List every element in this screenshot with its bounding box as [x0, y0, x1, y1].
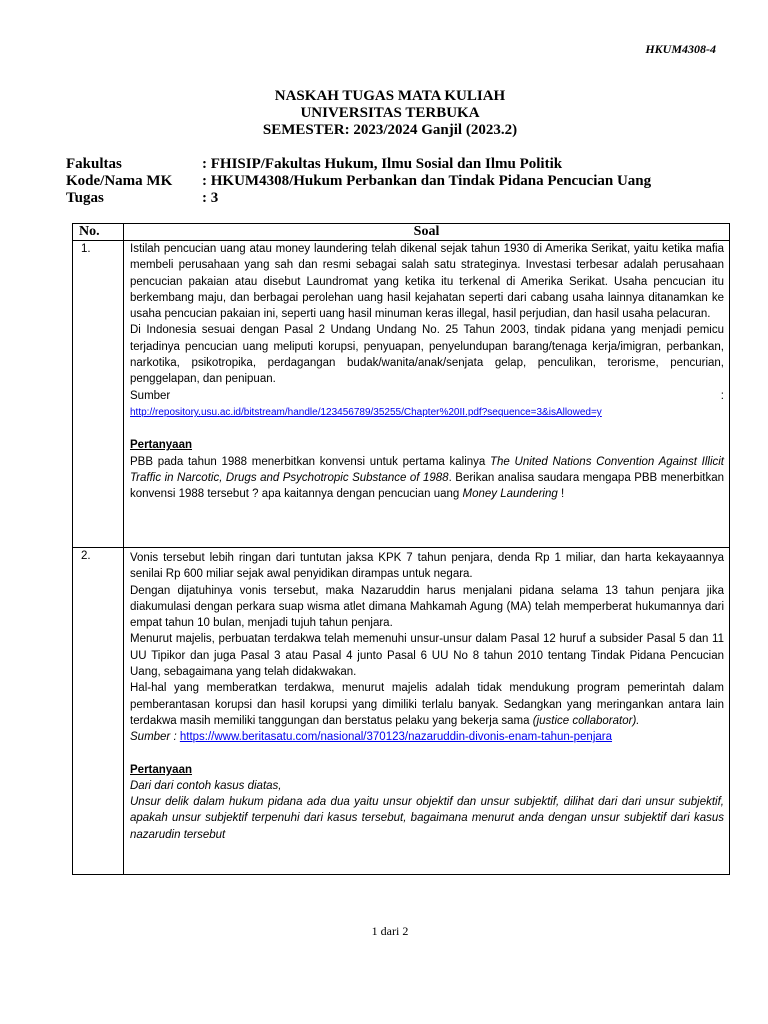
heading-line-2: UNIVERSITAS TERBUKA — [300, 105, 480, 121]
question-number: 1. — [73, 241, 124, 548]
paragraph: Menurut majelis, perbuatan terdakwa telah memenuhi unsur-unsur dalam Pasal 12 huruf a subsider Pasal 5 dan 11 UU Tipikor dan juga Pasal 3 atau Pasal 4 junto Pasal 6 UU No 8 tahun 2010 tentang Tindak Pidana Pencucian Uang, sebagaimana yang telah didakwakan. — [130, 633, 724, 679]
question-label: Pertanyaan — [130, 763, 193, 776]
question-text: Dari dari contoh kasus diatas, — [130, 779, 282, 792]
document-heading — [0, 88, 768, 139]
question-body — [124, 548, 730, 875]
question-text: Unsur delik dalam hukum pidana ada dua yaitu unsur objektif dan unsur subjektif, dilihat dari dari unsur subjektif, apakah unsur subjektif terpenuhi dari kasus tersebut, bagaimana menurut anda dengan unsur subjektif dari kasus nazarudin tersebut — [130, 796, 724, 841]
info-row-faculty — [66, 156, 651, 173]
info-row-course — [66, 173, 651, 190]
paragraph: Hal-hal yang memberatkan terdakwa, menurut majelis adalah tidak mendukung program pemerintah dalam pemberantasan korupsi dan hasil korupsi yang dimiliki terlalu banyak. Sedangkan yang meringankan antara lain terdakwa masih memiliki tanggungan dan berstatus pelaku yang bekerja sama (justice collaborator). — [130, 682, 724, 727]
question-table — [72, 223, 730, 875]
question-label: Pertanyaan — [130, 439, 193, 452]
header-no: No. — [73, 224, 124, 241]
source-link[interactable]: http://repository.usu.ac.id/bitstream/handle/123456789/35255/Chapter%20II.pdf?sequence=3&isAllowed=y — [130, 406, 602, 418]
paragraph: Di Indonesia sesuai dengan Pasal 2 Undang Undang No. 25 Tahun 2003, tindak pidana yang menjadi pemicu terjadinya pencucian uang meliputi korupsi, penyuapan, penyelundupan barang/tenaga kerja/imigran, perbankan, narkotika, psikotropika, perdagangan budak/wanita/anak/senjata gelap, penculikan, terorisme, pencurian, penggelapan, dan penipuan. — [130, 324, 724, 386]
question-number: 2. — [73, 548, 124, 875]
question-body — [124, 241, 730, 548]
info-row-assignment — [66, 190, 651, 207]
info-label: Tugas — [66, 190, 104, 206]
header-soal: Soal — [124, 224, 730, 241]
paragraph: Vonis tersebut lebih ringan dari tuntutan jaksa KPK 7 tahun penjara, denda Rp 1 miliar, dan harta kekayaannya senilai Rp 600 miliar sejak awal penyidikan dirampas untuk negara. — [130, 552, 724, 581]
info-label: Kode/Nama MK — [66, 173, 173, 189]
document-code: HKUM4308-4 — [645, 42, 716, 56]
info-label: Fakultas — [66, 156, 122, 172]
page-number: 1 dari 2 — [371, 924, 409, 938]
source-label: Sumber : — [130, 731, 180, 744]
table-header-row — [73, 224, 730, 241]
table-row — [73, 241, 730, 548]
source-link[interactable]: https://www.beritasatu.com/nasional/370123/nazaruddin-divonis-enam-tahun-penjara — [179, 731, 613, 744]
question-text: PBB pada tahun 1988 menerbitkan konvensi untuk pertama kalinya The United Nations Convention Against Illicit Traffic in Narcotic, Drugs and Psychotropic Substance of 1988. Berikan analisa saudara mengapa PBB menerbitkan konvensi 1988 tersebut ? apa kaitannya dengan pencucian uang Money Laundering ! — [130, 455, 724, 501]
info-value: : 3 — [202, 190, 219, 206]
course-info — [66, 156, 651, 207]
paragraph: Dengan dijatuhinya vonis tersebut, maka Nazaruddin harus menjalani pidana selama 13 tahun penjara jika diakumulasi dengan perkara suap wisma atlet dimana Mahkamah Agung (MA) telah memperberat hukumannya dari empat tahun 10 bulan, menjadi tujuh tahun penjara. — [130, 584, 724, 630]
source-colon: : — [720, 389, 724, 402]
table-row — [73, 548, 730, 875]
heading-line-1: NASKAH TUGAS MATA KULIAH — [274, 88, 506, 104]
info-value: : HKUM4308/Hukum Perbankan dan Tindak Pidana Pencucian Uang — [202, 173, 652, 189]
source-line — [130, 729, 724, 745]
paragraph: Istilah pencucian uang atau money laundering telah dikenal sejak tahun 1930 di Amerika Serikat, yaitu ketika mafia membeli perusahaan yang sah dan resmi sebagai salah satu strateginya. Investasi terbesar adalah perusahaan pencucian pakaian atau disebut Laundromat yang ketika itu terkenal di Amerika Serikat. Usaha pencucian itu berkembang maju, dan berbagai perolehan uang hasil kejahatan seperti dari cabang usaha lainnya ditanamkan ke usaha pencucian pakaian ini, seperti uang hasil minuman keras illegal, hasil perjudian, dan hasil usaha pelacuran. — [130, 243, 724, 321]
source-label: Sumber — [130, 389, 171, 402]
source-line — [130, 388, 724, 404]
info-value: : FHISIP/Fakultas Hukum, Ilmu Sosial dan Ilmu Politik — [202, 156, 563, 172]
heading-line-3: SEMESTER: 2023/2024 Ganjil (2023.2) — [262, 122, 518, 138]
